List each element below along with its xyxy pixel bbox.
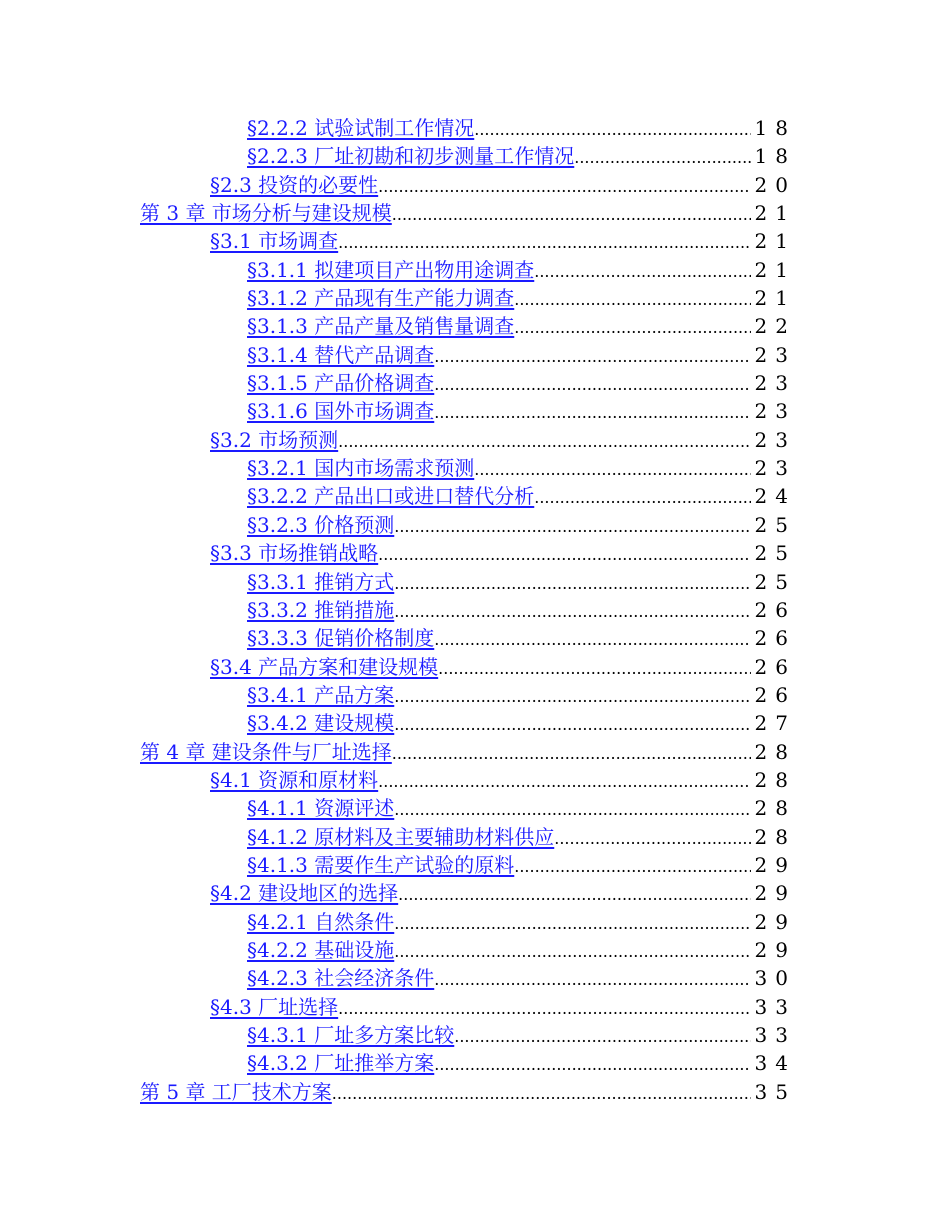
toc-page-number: 21 [754,201,796,226]
toc-page-number: 25 [754,512,796,537]
toc-entry-link[interactable]: §3.4 产品方案和建设规模 [210,654,439,679]
toc-page-number: 29 [754,881,796,906]
toc-entry[interactable] [0,1078,950,1106]
toc-entry-link[interactable]: §3.1.4 替代产品调查 [247,342,435,367]
toc-dot-leader [534,258,750,286]
toc-entry-link[interactable]: §3.2 市场预测 [210,427,339,452]
toc-dot-leader [434,371,750,399]
toc-dot-leader [338,229,750,257]
toc-entry[interactable] [0,142,950,170]
toc-entry-link[interactable]: §3.1.1 拟建项目产出物用途调查 [247,257,535,282]
toc-entry-link[interactable]: §4.1.3 需要作生产试验的原料 [247,852,515,877]
toc-page-number: 23 [754,342,796,367]
toc-page-number: 23 [754,456,796,481]
toc-entry[interactable] [0,823,950,851]
toc-dot-leader [454,1023,750,1051]
toc-dot-leader [474,456,750,484]
toc-entry-link[interactable]: §2.3 投资的必要性 [210,172,379,197]
toc-entry-link[interactable]: §3.3.2 推销措施 [247,597,395,622]
toc-dot-leader [394,598,750,626]
toc-page-number: 23 [754,399,796,424]
toc-page-number: 28 [754,796,796,821]
toc-entry[interactable] [0,766,950,794]
toc-entry-link[interactable]: §3.2.3 价格预测 [247,512,395,537]
toc-entry-link[interactable]: §4.2.1 自然条件 [247,909,395,934]
toc-dot-leader [394,938,750,966]
toc-entry[interactable] [0,653,950,681]
toc-entry[interactable] [0,227,950,255]
toc-entry-link[interactable]: §4.1 资源和原材料 [210,767,379,792]
toc-page-number: 23 [754,427,796,452]
toc-entry-link[interactable]: 第 5 章 工厂技术方案 [140,1079,332,1104]
toc-dot-leader [514,314,750,342]
toc-entry[interactable] [0,1049,950,1077]
toc-dot-leader [394,711,750,739]
toc-dot-leader [434,399,750,427]
toc-page-number: 29 [754,937,796,962]
toc-entry-link[interactable]: §3.1 市场调查 [210,229,339,254]
toc-entry[interactable] [0,539,950,567]
toc-dot-leader [574,144,750,172]
toc-entry-link[interactable]: §4.1.2 原材料及主要辅助材料供应 [247,824,555,849]
toc-entry[interactable] [0,256,950,284]
toc-dot-leader [434,626,750,654]
toc-dot-leader [394,570,750,598]
toc-dot-leader [534,484,750,512]
toc-entry-link[interactable]: §3.2.1 国内市场需求预测 [247,456,475,481]
toc-entry[interactable] [0,596,950,624]
toc-entry[interactable] [0,312,950,340]
toc-entry-link[interactable]: §3.1.3 产品产量及销售量调查 [247,314,515,339]
toc-entry[interactable] [0,284,950,312]
toc-entry[interactable] [0,738,950,766]
toc-page-number: 20 [754,172,796,197]
toc-page-number: 28 [754,739,796,764]
toc-entry[interactable] [0,709,950,737]
toc-dot-leader [514,853,750,881]
toc-entry-link[interactable]: §3.2.2 产品出口或进口替代分析 [247,484,535,509]
toc-page-number: 18 [754,116,796,140]
toc-page-number: 26 [754,654,796,679]
toc-dot-leader [378,173,750,201]
toc-entry[interactable] [0,568,950,596]
toc-page-number: 26 [754,597,796,622]
toc-page-number: 21 [754,286,796,311]
toc-dot-leader [378,768,750,796]
toc-entry[interactable] [0,397,950,425]
toc-page-number: 21 [754,257,796,282]
toc-page-number: 30 [754,966,796,991]
toc-entry-link[interactable]: §3.1.2 产品现有生产能力调查 [247,286,515,311]
toc-page-number: 18 [754,144,796,169]
toc-entry[interactable] [0,681,950,709]
toc-page-number: 35 [754,1079,796,1104]
toc-entry[interactable] [0,794,950,822]
toc-entry[interactable] [0,426,950,454]
toc-dot-leader [394,796,750,824]
toc-dot-leader [438,655,750,683]
toc-dot-leader [514,286,750,314]
toc-entry-link[interactable]: §4.2 建设地区的选择 [210,881,399,906]
toc-dot-leader [394,683,750,711]
toc-entry[interactable] [0,171,950,199]
toc-entry-link[interactable]: §2.2.3 厂址初勘和初步测量工作情况 [247,144,575,169]
toc-dot-leader [434,343,750,371]
toc-dot-leader [394,910,750,938]
toc-dot-leader [332,1080,751,1108]
toc-dot-leader [338,428,750,456]
toc-page-number: 22 [754,314,796,339]
toc-entry[interactable] [0,851,950,879]
toc-dot-leader [474,116,750,144]
toc-page-number: 27 [754,711,796,736]
toc-entry-link[interactable]: §3.1.5 产品价格调查 [247,371,435,396]
toc-dot-leader [398,881,750,909]
toc-entry-link[interactable]: 第 4 章 建设条件与厂址选择 [140,739,392,764]
toc-entry-link[interactable]: §4.3.1 厂址多方案比较 [247,1023,455,1047]
toc-entry[interactable] [0,1021,950,1049]
toc-page-number: 21 [754,229,796,254]
toc-entry-link[interactable]: §3.1.6 国外市场调查 [247,399,435,424]
toc-page-number: 33 [754,994,796,1019]
toc-entry[interactable] [0,624,950,652]
toc-dot-leader [392,201,751,229]
toc-page-number: 25 [754,569,796,594]
toc-dot-leader [554,825,750,853]
toc-entry[interactable] [0,482,950,510]
toc-dot-leader [394,513,750,541]
toc-entry-link[interactable]: §4.2.3 社会经济条件 [247,966,435,991]
toc-page-number: 34 [754,1051,796,1076]
toc-entry-link[interactable]: §3.4.2 建设规模 [247,711,395,736]
toc-dot-leader [434,1051,750,1079]
toc-entry[interactable] [0,993,950,1021]
toc-page-number: 28 [754,767,796,792]
toc-entry-link[interactable]: §3.3.1 推销方式 [247,569,395,594]
toc-page-number: 26 [754,682,796,707]
toc-page-number: 33 [754,1023,796,1047]
toc-page-number: 29 [754,909,796,934]
toc-entry[interactable] [0,454,950,482]
toc-dot-leader [434,966,750,994]
toc-entry[interactable] [0,879,950,907]
toc-dot-leader [378,541,750,569]
toc-entry[interactable] [0,369,950,397]
toc-entry[interactable] [0,199,950,227]
toc-page-number: 24 [754,484,796,509]
toc-page-number: 26 [754,626,796,651]
toc-dot-leader [338,995,750,1023]
toc-page-number: 28 [754,824,796,849]
toc-page-number: 29 [754,852,796,877]
toc-entry-link[interactable]: §3.3.3 促销价格制度 [247,626,435,651]
toc-entry-link[interactable]: §4.1.1 资源评述 [247,796,395,821]
toc-entry-link[interactable]: §3.3 市场推销战略 [210,541,379,566]
toc-entry[interactable] [0,114,950,142]
toc-entry[interactable] [0,964,950,992]
toc-page-number: 23 [754,371,796,396]
toc-entry-link[interactable]: §3.4.1 产品方案 [247,682,395,707]
toc-entry-link[interactable]: 第 3 章 市场分析与建设规模 [140,201,392,226]
toc-page-number: 25 [754,541,796,566]
toc-entry[interactable] [0,341,950,369]
toc-entry-link[interactable]: §4.2.2 基础设施 [247,937,395,962]
toc-entry[interactable] [0,511,950,539]
toc-entry-link[interactable]: §4.3 厂址选择 [210,994,339,1019]
toc-entry[interactable] [0,908,950,936]
toc-dot-leader [392,740,751,768]
toc-entry-link[interactable]: §4.3.2 厂址推举方案 [247,1051,435,1076]
toc-entry-link[interactable]: §2.2.2 试验试制工作情况 [247,116,475,140]
table-of-contents [0,114,950,1106]
toc-entry[interactable] [0,936,950,964]
